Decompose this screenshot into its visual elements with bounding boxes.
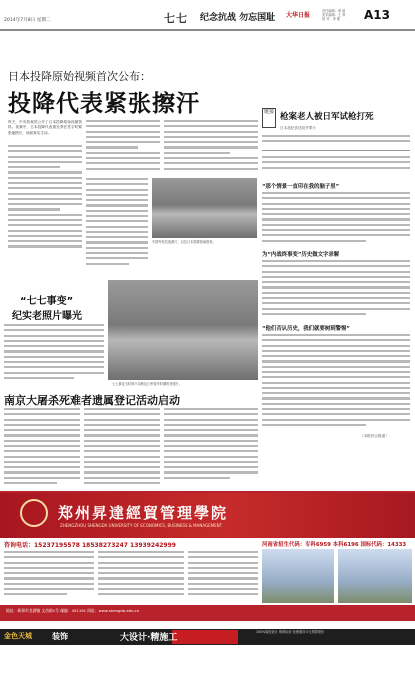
main-story-col-3: [164, 120, 258, 175]
feature-title: 枪案老人被日军试枪打死: [280, 112, 374, 122]
headline-kicker: 日本投降原始视频首次公布：: [8, 70, 151, 83]
byline: （本报综合报道）: [360, 434, 389, 438]
section-heading-1: “那个情景一直印在我的脑子里”: [262, 184, 340, 190]
ad-title-band: [0, 493, 415, 538]
nanjing-story-title: 南京大屠杀死难者遗属登记活动启动: [4, 394, 180, 407]
page-bottom-margin: [0, 647, 415, 677]
marco-polo-bridge-photo: [108, 280, 258, 380]
section-theme: 纪念抗战 勿忘国耻: [200, 13, 276, 23]
page-header: [0, 0, 415, 30]
ad-title: 郑州昇達經貿管理學院: [58, 504, 229, 522]
main-story-lead: 昨天，中央档案馆公开了日本投降原始视频资料。视频中，日本投降代表重光葵在签字时紧张地擦汗，场面真实生动。: [8, 120, 82, 135]
main-headline: 投降代表紧张擦汗: [8, 91, 200, 117]
story-77-body: [4, 324, 104, 382]
ad-text-col-3: [188, 551, 258, 601]
feature-intro: [262, 135, 410, 149]
section-heading-2: 为“内战终事变”历史做文字录解: [262, 252, 340, 258]
university-ad: [0, 491, 415, 621]
newspaper-logo: 大华日报: [286, 12, 311, 19]
ad-address: 地址：新郑市龙湖镇 文昌路1号 邮编：451191 网址：www.shengda.edu.cn: [6, 608, 140, 613]
ad-text-col-2: [98, 551, 184, 601]
wartime-photo: [152, 178, 257, 238]
campus-photo-2: [338, 549, 412, 603]
campus-photo-1: [262, 549, 334, 603]
section-1-body: [262, 192, 410, 248]
nanjing-col-2: [84, 408, 160, 488]
ad-subtitle: ZHENGZHOU SHENGDA UNIVERSITY OF ECONOMICS, BUSINESS & MANAGEMENT: [60, 523, 223, 528]
section-heading-3: “他们否认历史，我们就要树到警惕”: [262, 326, 350, 332]
ad-admission-code: 河南省招生代码：专科6959 本科6196 国标代码：14333: [262, 542, 407, 548]
ad-text-col-1: [4, 551, 94, 601]
editor-credits: 责任编辑：章 丽 美术编辑：王 帅 校 对：李 强: [322, 9, 346, 22]
university-emblem-icon: [20, 499, 48, 527]
decoration-details: 100%原创设计 明码标价 拒绝增项 0元预算报价: [256, 630, 325, 634]
decoration-brand: 装饰: [52, 632, 68, 641]
main-story-col-2: [86, 120, 160, 175]
story-77-title-line1: “七七事变”: [20, 296, 74, 307]
nanjing-col-1: [4, 408, 80, 488]
decoration-ad: [0, 621, 415, 677]
decoration-company-logo: 金色天城: [4, 632, 32, 640]
ad-phone: 咨询电话：15237195578 18538273247 13939242999: [4, 542, 176, 549]
feature-body: [262, 156, 410, 176]
feature-tag: 链接: [262, 108, 276, 128]
feature-note: 日本战犯供述侵华罪行: [280, 126, 316, 130]
main-story-col-1: [8, 145, 82, 285]
bridge-photo-caption: 七七事变当时的卢沟桥及日军侵华时期的老照片。: [112, 382, 183, 386]
story-77-title-line2: 纪实老照片曝光: [12, 311, 82, 322]
page-number: A13: [364, 8, 390, 22]
section-3-body: [262, 334, 410, 438]
main-story-col-4: [86, 178, 148, 273]
header-rule: [0, 29, 415, 31]
nanjing-col-3: [164, 408, 258, 488]
wartime-photo-caption: 中国军民抗战照片，以及日本投降原始资料。: [152, 240, 216, 244]
decoration-slogan: 大设计·精施工: [120, 633, 178, 643]
slogan-ribbon: [172, 630, 238, 644]
special-section-title: 七七: [164, 12, 188, 25]
issue-date: 2014年7月8日 星期二: [4, 18, 51, 23]
section-2-body: [262, 260, 410, 320]
ad-address-bar: [0, 605, 415, 621]
